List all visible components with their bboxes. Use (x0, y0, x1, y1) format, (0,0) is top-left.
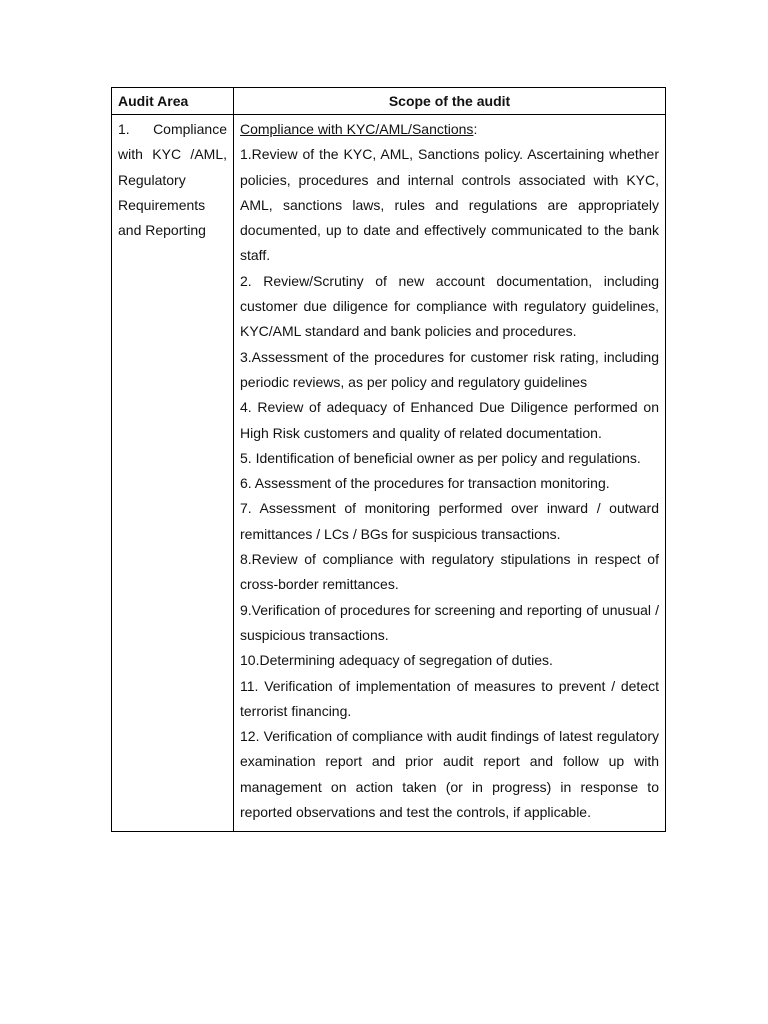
header-audit-area: Audit Area (112, 88, 234, 115)
scope-heading-suffix: : (473, 121, 478, 137)
scope-item: 11. Verification of implementation of measures to prevent / detect terrorist financing. (240, 677, 659, 719)
table-row (112, 115, 666, 832)
scope-item: 9.Verification of procedures for screening and reporting of unusual / suspicious transactions. (240, 601, 659, 643)
scope-item: 7. Assessment of monitoring performed over inward / outward remittances / LCs / BGs for suspicious transactions. (240, 500, 659, 542)
header-scope: Scope of the audit (234, 88, 666, 115)
scope-cell (234, 115, 666, 832)
scope-item: 12. Verification of compliance with audit findings of latest regulatory examination report and prior audit report and follow up with management on action taken (or in progress) in response to reported observations and test the controls, if applicable. (240, 728, 659, 821)
scope-item: 8.Review of compliance with regulatory stipulations in respect of cross-border remittances. (240, 551, 659, 593)
scope-item: 2. Review/Scrutiny of new account documentation, including customer due diligence for compliance with regulatory guidelines, KYC/AML standard and bank policies and procedures. (240, 272, 659, 340)
scope-item: 3.Assessment of the procedures for customer risk rating, including periodic reviews, as per policy and regulatory guidelines (240, 348, 659, 390)
table-header-row (112, 88, 666, 115)
audit-area-cell: 1. Compliance with KYC /AML, Regulatory Requirements and Reporting (112, 115, 234, 832)
scope-item: 1.Review of the KYC, AML, Sanctions policy. Ascertaining whether policies, procedures and internal controls associated with KYC, AML, sanctions laws, rules and regulations are appropriately documented, up to date and effectively communicated to the bank staff. (240, 146, 659, 264)
scope-heading: Compliance with KYC/AML/Sanctions (240, 121, 474, 137)
scope-item: 5. Identification of beneficial owner as per policy and regulations. (240, 449, 641, 466)
scope-item: 10.Determining adequacy of segregation of duties. (240, 652, 553, 669)
scope-item: 4. Review of adequacy of Enhanced Due Diligence performed on High Risk customers and quality of related documentation. (240, 399, 659, 441)
scope-item: 6. Assessment of the procedures for transaction monitoring. (240, 475, 610, 492)
scope-heading-line (240, 117, 659, 142)
audit-scope-table (111, 87, 666, 832)
